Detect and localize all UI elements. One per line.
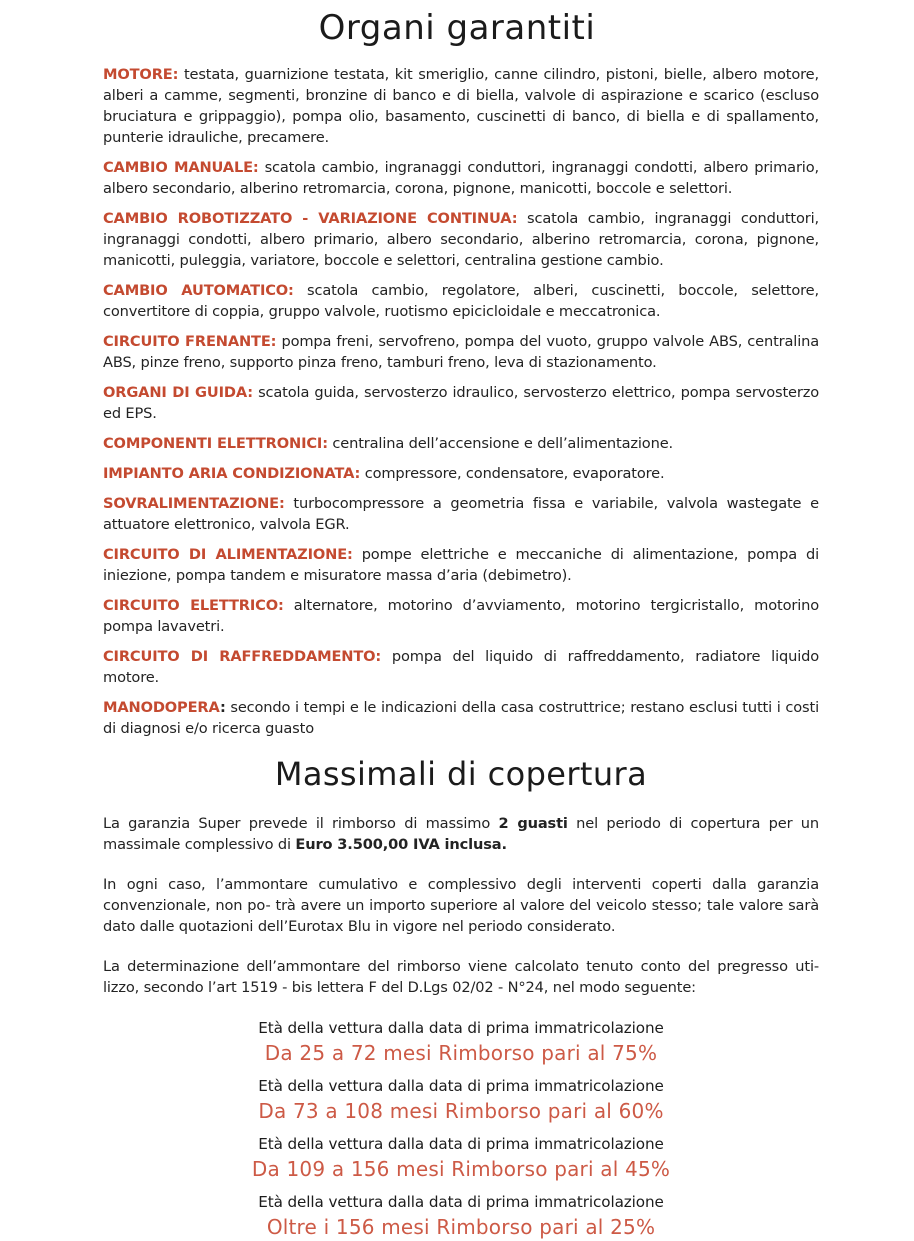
reimbursement-value: Oltre i 156 mesi Rimborso pari al 25% (266, 1215, 656, 1239)
section-circuito-di-raffreddamento (103, 646, 819, 688)
paragraph-line: lizzo, secondo l’art 1519 - bis lettera F del D.Lgs 02/02 - N°24, nel modo seguente: (103, 979, 696, 996)
vehicle-age-label: Età della vettura dalla data di prima immatricolazione (258, 1193, 664, 1211)
paragraph-text: In ogni caso, l’ammontare cumulativo e complessivo degli interventi coperti dalla garanzia convenzionale, non po- trà avere un importo superiore al valore del veicolo stesso; tale valore sarà dato dalle quotazioni dell’Eurotax Blu in vigore nel periodo considerato. (103, 876, 819, 935)
reimbursement-row (103, 1017, 819, 1067)
reimbursement-value: Da 73 a 108 mesi Rimborso pari al 60% (258, 1099, 664, 1123)
section-label: MANODOPERA (103, 699, 220, 716)
reimbursement-row (103, 1191, 819, 1241)
document-content (103, 64, 819, 1241)
section-label: CAMBIO AUTOMATICO: (103, 282, 294, 299)
section-text: pompe elettriche e meccaniche di alimentazione, pompa di iniezione, pompa tandem e misuratore massa d’aria (debimetro). (103, 546, 819, 584)
section-label: CIRCUITO DI RAFFREDDAMENTO: (103, 648, 382, 665)
massimali-paragraph-3 (103, 956, 819, 998)
section-text: scatola cambio, ingranaggi conduttori, ingranaggi condotti, albero primario, albero secondario, alberino retromarcia, corona, pignone, manicotti, boccole e selettori. (103, 159, 819, 197)
paragraph-line: La determinazione dell’ammontare del rimborso viene calcolato tenuto conto del pregresso uti- (103, 958, 819, 975)
section-organi-di-guida (103, 382, 819, 424)
document-page (0, 8, 914, 1239)
paragraph-text: nel periodo di copertura per un massimale complessivo di (103, 815, 819, 853)
section-motore (103, 64, 819, 148)
reimbursement-row (103, 1075, 819, 1125)
section-cambio-manuale (103, 157, 819, 199)
section-text: secondo i tempi e le indicazioni della casa costruttrice; restano esclusi tutti i costi di diagnosi e/o ricerca guasto (103, 699, 819, 737)
section-manodopera (103, 697, 819, 739)
section-text: compressore, condensatore, evaporatore. (364, 465, 665, 482)
page-title: Organi garantiti (318, 8, 596, 48)
section-label: MOTORE: (103, 66, 179, 83)
subtitle-massimali: Massimali di copertura (274, 755, 648, 793)
reimbursement-value: Da 109 a 156 mesi Rimborso pari al 45% (251, 1157, 671, 1181)
reimbursement-table (103, 1017, 819, 1241)
section-text: pompa del liquido di raffreddamento, radiatore liquido motore. (103, 648, 819, 686)
section-componenti-elettronici (103, 433, 819, 454)
section-text: scatola cambio, ingranaggi conduttori, ingranaggi condotti, albero primario, albero secondario, alberino retromarcia, corona, pignone, manicotti, puleggia, variatore, boccole e selettori, centralina gestione cambio. (103, 210, 819, 269)
section-cambio-automatico (103, 280, 819, 322)
section-circuito-elettrico (103, 595, 819, 637)
section-label: CAMBIO MANUALE: (103, 159, 259, 176)
bold-euro-massimale: Euro 3.500,00 IVA inclusa. (295, 836, 507, 853)
vehicle-age-label: Età della vettura dalla data di prima immatricolazione (258, 1077, 664, 1095)
section-text: turbocompressore a geometria fissa e variabile, valvola wastegate e attuatore elettronico, valvola EGR. (103, 495, 819, 533)
reimbursement-value: Da 25 a 72 mesi Rimborso pari al 75% (264, 1041, 658, 1065)
reimbursement-row (103, 1133, 819, 1183)
section-label: ORGANI DI GUIDA: (103, 384, 253, 401)
section-text: centralina dell’accensione e dell’alimentazione. (332, 435, 674, 452)
section-label: COMPONENTI ELETTRONICI: (103, 435, 328, 452)
section-label: CIRCUITO ELETTRICO: (103, 597, 284, 614)
section-text: pompa freni, servofreno, pompa del vuoto, gruppo valvole ABS, centralina ABS, pinze freno, supporto pinza freno, tamburi freno, leva di stazionamento. (103, 333, 819, 371)
paragraph-text: La garanzia Super prevede il rimborso di massimo (103, 815, 499, 832)
section-impianto-aria-condizionata (103, 463, 819, 484)
massimali-paragraph-1 (103, 813, 819, 855)
section-text: scatola guida, servosterzo idraulico, servosterzo elettrico, pompa servosterzo ed EPS. (103, 384, 819, 422)
massimali-paragraph-2 (103, 874, 819, 937)
section-circuito-frenante (103, 331, 819, 373)
section-circuito-di-alimentazione (103, 544, 819, 586)
section-colon: : (219, 699, 226, 716)
section-cambio-robotizzato (103, 208, 819, 271)
bold-guasti: 2 guasti (498, 815, 568, 832)
section-text: testata, guarnizione testata, kit smeriglio, canne cilindro, pistoni, bielle, albero motore, alberi a camme, segmenti, bronzine di banco e di biella, valvole di aspirazione e scarico (escluso bruciatura e grippaggio), pompa olio, basamento, cuscinetti di banco, di biella e di spallamento, punterie idrauliche, precamere. (103, 66, 819, 146)
section-sovralimentazione (103, 493, 819, 535)
section-label: CIRCUITO DI ALIMENTAZIONE: (103, 546, 353, 563)
section-text: alternatore, motorino d’avviamento, motorino tergicristallo, motorino pompa lavavetri. (103, 597, 820, 635)
section-label: IMPIANTO ARIA CONDIZIONATA: (103, 465, 361, 482)
vehicle-age-label: Età della vettura dalla data di prima immatricolazione (258, 1019, 664, 1037)
vehicle-age-label: Età della vettura dalla data di prima immatricolazione (258, 1135, 664, 1153)
section-text: scatola cambio, regolatore, alberi, cuscinetti, boccole, selettore, convertitore di coppia, gruppo valvole, ruotismo epicicloidale e meccatronica. (103, 282, 819, 320)
section-label: CAMBIO ROBOTIZZATO - VARIAZIONE CONTINUA: (103, 210, 518, 227)
section-label: CIRCUITO FRENANTE: (103, 333, 277, 350)
section-label: SOVRALIMENTAZIONE: (103, 495, 285, 512)
